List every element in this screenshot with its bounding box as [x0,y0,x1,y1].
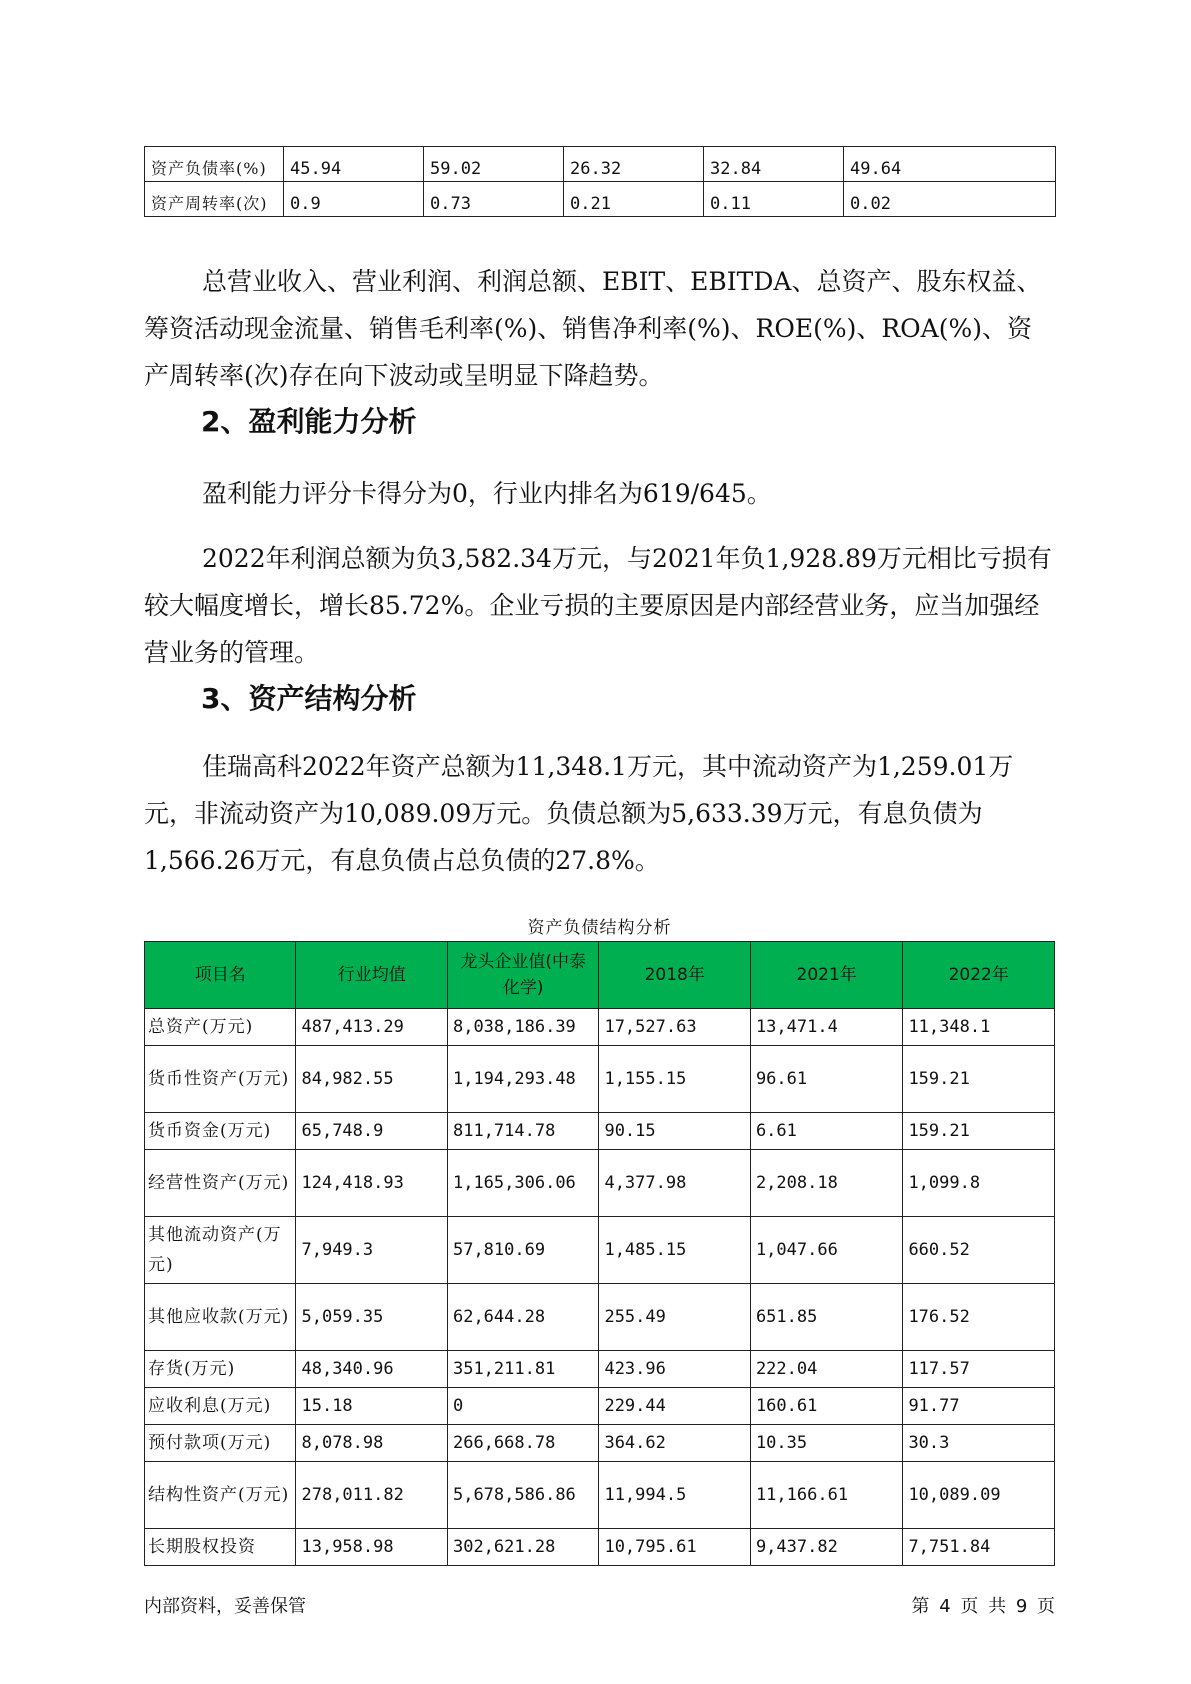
column-header: 2018年 [599,942,750,1009]
table-cell: 1,155.15 [599,1046,750,1113]
table-cell: 1,485.15 [599,1217,750,1284]
table-cell: 811,714.78 [447,1113,598,1150]
row-label: 其他流动资产(万元) [145,1217,296,1284]
table-cell: 351,211.81 [447,1351,598,1388]
row-label: 资产负债率(%) [145,147,284,182]
row-label: 总资产(万元) [145,1009,296,1046]
table-cell: 176.52 [903,1284,1055,1351]
table-row [145,1388,1055,1425]
table-cell: 84,982.55 [296,1046,447,1113]
table-cell: 0.73 [424,182,564,217]
section-heading-asset-structure: 3、资产结构分析 [201,682,417,715]
table-cell: 9,437.82 [750,1529,903,1566]
table-cell: 0 [447,1388,598,1425]
table-cell: 302,621.28 [447,1529,598,1566]
indicator-table-continued [144,146,1056,217]
table-caption: 资产负债结构分析 [527,918,672,938]
table-cell: 7,751.84 [903,1529,1055,1566]
table-cell: 7,949.3 [296,1217,447,1284]
table-row [145,147,1056,182]
table-cell: 2,208.18 [750,1150,903,1217]
table-row [145,1217,1055,1284]
table-row [145,1150,1055,1217]
table-cell: 8,078.98 [296,1425,447,1462]
asset-structure-paragraph: 佳瑞高科2022年资产总额为11,348.1万元，其中流动资产为1,259.01万元，非流动资产为10,089.09万元。负债总额为5,633.39万元，有息负债为1,566.26万元，有息负债占总负债的27.8%。 [144,752,1014,875]
table-row [145,1046,1055,1113]
row-label: 货币资金(万元) [145,1113,296,1150]
table-cell: 48,340.96 [296,1351,447,1388]
table-cell: 0.21 [564,182,704,217]
table-cell: 62,644.28 [447,1284,598,1351]
asset-liability-structure-table [144,941,1055,1566]
table-cell: 57,810.69 [447,1217,598,1284]
table-cell: 364.62 [599,1425,750,1462]
table-row [145,182,1056,217]
table-cell: 423.96 [599,1351,750,1388]
table-cell: 17,527.63 [599,1009,750,1046]
table-cell: 266,668.78 [447,1425,598,1462]
table-cell: 117.57 [903,1351,1055,1388]
table-cell: 651.85 [750,1284,903,1351]
table-row [145,1425,1055,1462]
table-cell: 1,047.66 [750,1217,903,1284]
column-header: 项目名 [145,942,296,1009]
table-cell: 65,748.9 [296,1113,447,1150]
table-cell: 278,011.82 [296,1462,447,1529]
table-cell: 0.02 [844,182,1056,217]
table-cell: 26.32 [564,147,704,182]
table-cell: 45.94 [284,147,424,182]
table-cell: 160.61 [750,1388,903,1425]
row-label: 结构性资产(万元) [145,1462,296,1529]
table-cell: 30.3 [903,1425,1055,1462]
table-cell: 0.9 [284,182,424,217]
table-cell: 4,377.98 [599,1150,750,1217]
table-row [145,1462,1055,1529]
section-heading-profitability: 2、盈利能力分析 [201,405,417,438]
table-cell: 59.02 [424,147,564,182]
column-header: 龙头企业值(中泰化学) [447,942,598,1009]
table-row [145,1351,1055,1388]
table-cell: 255.49 [599,1284,750,1351]
table-cell: 1,099.8 [903,1150,1055,1217]
table-cell: 13,471.4 [750,1009,903,1046]
column-header: 2021年 [750,942,903,1009]
table-cell: 15.18 [296,1388,447,1425]
table-cell: 1,194,293.48 [447,1046,598,1113]
table-cell: 49.64 [844,147,1056,182]
row-label: 其他应收款(万元) [145,1284,296,1351]
row-label: 应收利息(万元) [145,1388,296,1425]
table-cell: 10,089.09 [903,1462,1055,1529]
table-cell: 660.52 [903,1217,1055,1284]
row-label: 货币性资产(万元) [145,1046,296,1113]
table-cell: 159.21 [903,1046,1055,1113]
table-cell: 11,348.1 [903,1009,1055,1046]
table-cell: 5,678,586.86 [447,1462,598,1529]
table-cell: 222.04 [750,1351,903,1388]
trend-summary-paragraph: 总营业收入、营业利润、利润总额、EBIT、EBITDA、总资产、股东权益、筹资活动现金流量、销售毛利率(%)、销售净利率(%)、ROE(%)、ROA(%)、资产周转率(次)存在向下波动或呈明显下降趋势。 [144,267,1042,390]
table-cell: 8,038,186.39 [447,1009,598,1046]
table-cell: 0.11 [704,182,844,217]
table-cell: 91.77 [903,1388,1055,1425]
column-header: 行业均值 [296,942,447,1009]
table-cell: 229.44 [599,1388,750,1425]
row-label: 经营性资产(万元) [145,1150,296,1217]
table-row [145,1529,1055,1566]
footer-confidential-note: 内部资料，妥善保管 [144,1596,306,1617]
table-cell: 32.84 [704,147,844,182]
table-cell: 11,994.5 [599,1462,750,1529]
table-cell: 1,165,306.06 [447,1150,598,1217]
column-header: 2022年 [903,942,1055,1009]
row-label: 预付款项(万元) [145,1425,296,1462]
table-cell: 90.15 [599,1113,750,1150]
profitability-score-paragraph: 盈利能力评分卡得分为0，行业内排名为619/645。 [202,479,772,508]
table-cell: 10.35 [750,1425,903,1462]
table-cell: 10,795.61 [599,1529,750,1566]
table-cell: 5,059.35 [296,1284,447,1351]
table-cell: 159.21 [903,1113,1055,1150]
row-label: 存货(万元) [145,1351,296,1388]
table-cell: 11,166.61 [750,1462,903,1529]
table-row [145,1284,1055,1351]
table-cell: 96.61 [750,1046,903,1113]
table-cell: 487,413.29 [296,1009,447,1046]
profit-loss-paragraph: 2022年利润总额为负3,582.34万元，与2021年负1,928.89万元相比亏损有较大幅度增长，增长85.72%。企业亏损的主要原因是内部经营业务，应当加强经营业务的管理。 [144,544,1052,667]
table-cell: 6.61 [750,1113,903,1150]
footer-page-number: 第 4 页 共 9 页 [911,1596,1055,1617]
table-row [145,1113,1055,1150]
table-row [145,1009,1055,1046]
row-label: 长期股权投资 [145,1529,296,1566]
table-header-row [145,942,1055,1009]
table-cell: 13,958.98 [296,1529,447,1566]
row-label: 资产周转率(次) [145,182,284,217]
table-cell: 124,418.93 [296,1150,447,1217]
